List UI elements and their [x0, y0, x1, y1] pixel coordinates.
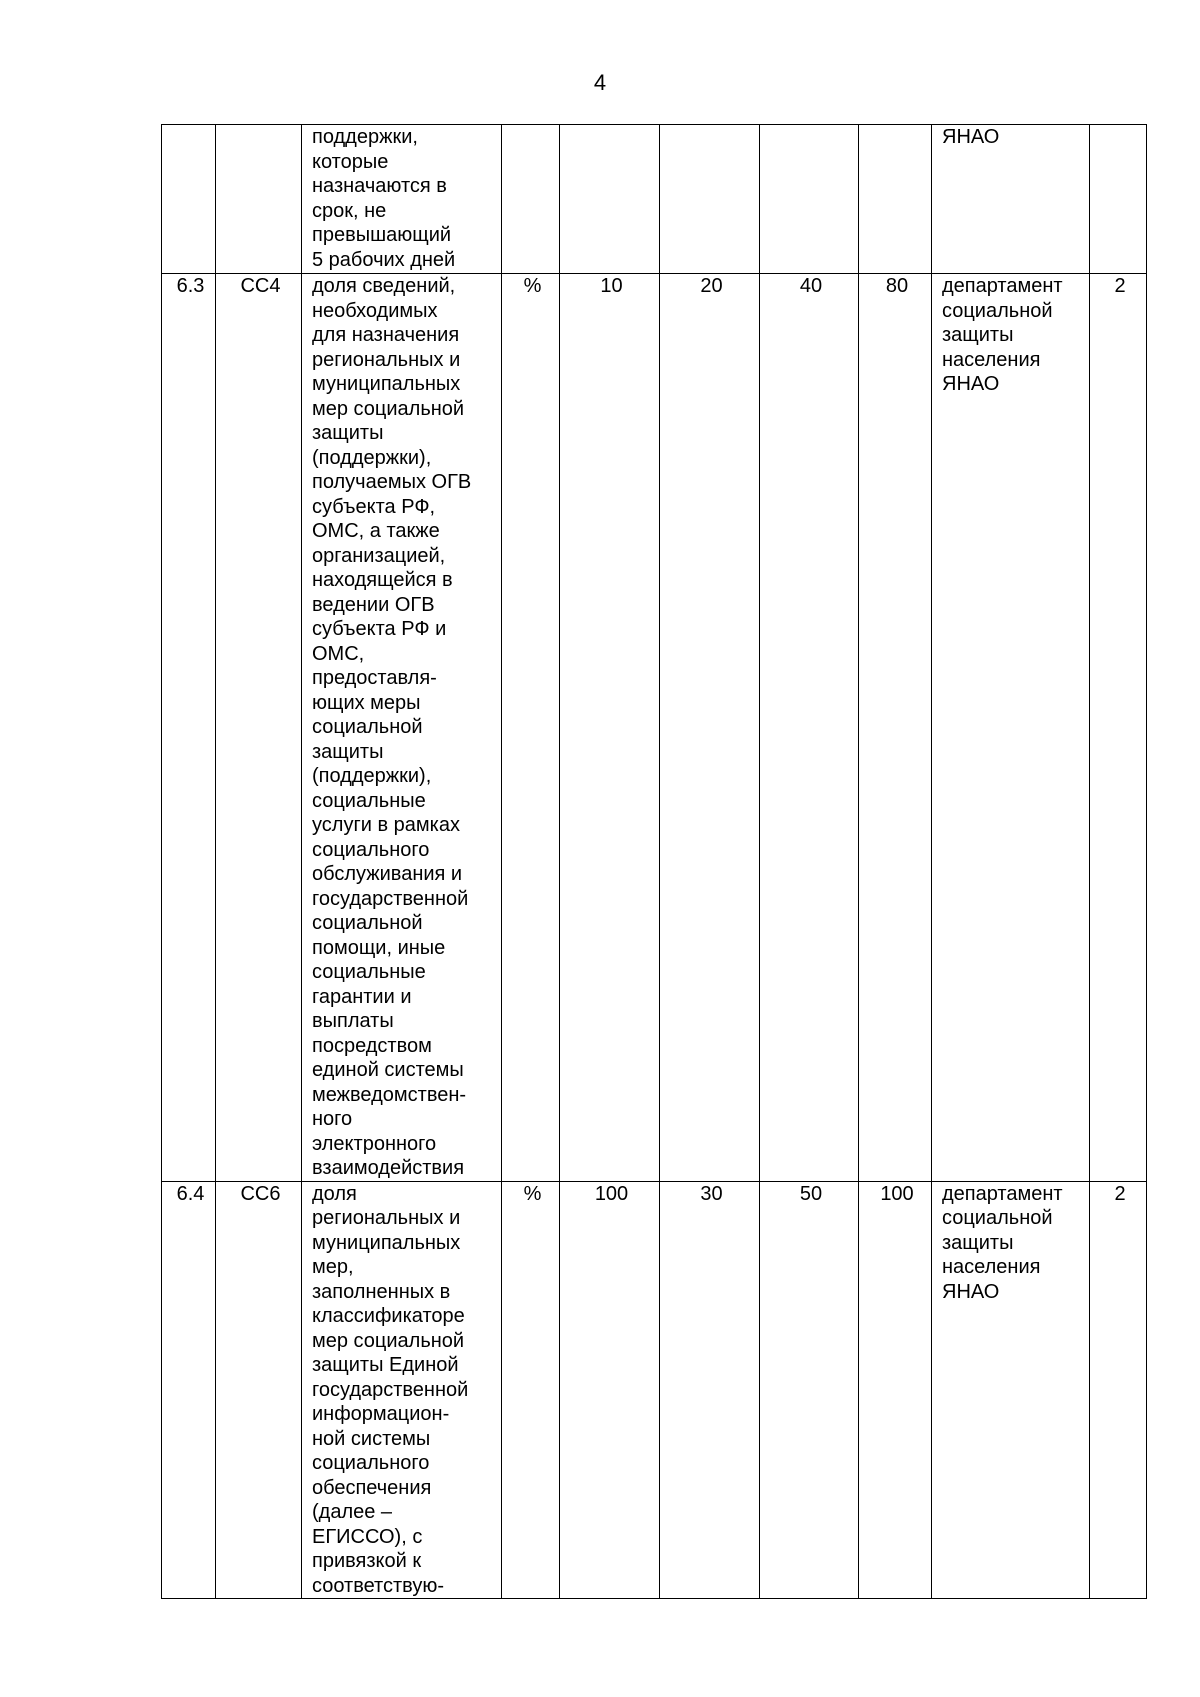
last-column-cell: 2	[1090, 1181, 1147, 1599]
value-cell: 100	[859, 1181, 932, 1599]
table-row	[162, 274, 1147, 1182]
value-cell	[760, 125, 859, 274]
row-number-cell: 6.3	[162, 274, 216, 1182]
value-cell: 40	[760, 274, 859, 1182]
value-cell: 100	[560, 1181, 660, 1599]
row-number-cell	[162, 125, 216, 274]
code-cell: СС6	[216, 1181, 302, 1599]
last-column-cell	[1090, 125, 1147, 274]
value-cell	[560, 125, 660, 274]
page-number: 4	[593, 70, 607, 95]
indicators-table	[161, 124, 1147, 1599]
value-cell: 50	[760, 1181, 859, 1599]
responsible-cell: департамент социальной защиты населения ЯНАО	[932, 1181, 1090, 1599]
table-row	[162, 1181, 1147, 1599]
description-cell: доля сведений, необходимых для назначения региональных и муниципальных мер социальной защиты (поддержки), получаемых ОГВ субъекта РФ, ОМС, а также организацией, находящейся в ведении ОГВ субъекта РФ и ОМС, предоставля- ющих меры социальной защиты (поддержки), социальные услуги в рамках социального обслуживания и государственной социальной помощи, иные социальные гарантии и выплаты посредством единой системы межведомствен- ного электронного взаимодействия	[302, 274, 502, 1182]
unit-cell: %	[502, 1181, 560, 1599]
value-cell: 80	[859, 274, 932, 1182]
responsible-cell: ЯНАО	[932, 125, 1090, 274]
unit-cell: %	[502, 274, 560, 1182]
code-cell	[216, 125, 302, 274]
description-cell: доля региональных и муниципальных мер, заполненных в классификаторе мер социальной защиты Единой государственной информацион- ной системы социального обеспечения (далее – ЕГИССО), с привязкой к соответствую-	[302, 1181, 502, 1599]
table-row	[162, 125, 1147, 274]
value-cell: 20	[660, 274, 760, 1182]
responsible-cell: департамент социальной защиты населения ЯНАО	[932, 274, 1090, 1182]
unit-cell	[502, 125, 560, 274]
row-number-cell: 6.4	[162, 1181, 216, 1599]
last-column-cell: 2	[1090, 274, 1147, 1182]
value-cell: 10	[560, 274, 660, 1182]
value-cell	[660, 125, 760, 274]
code-cell: СС4	[216, 274, 302, 1182]
value-cell	[859, 125, 932, 274]
value-cell: 30	[660, 1181, 760, 1599]
description-cell: поддержки, которые назначаются в срок, не превышающий 5 рабочих дней	[302, 125, 502, 274]
